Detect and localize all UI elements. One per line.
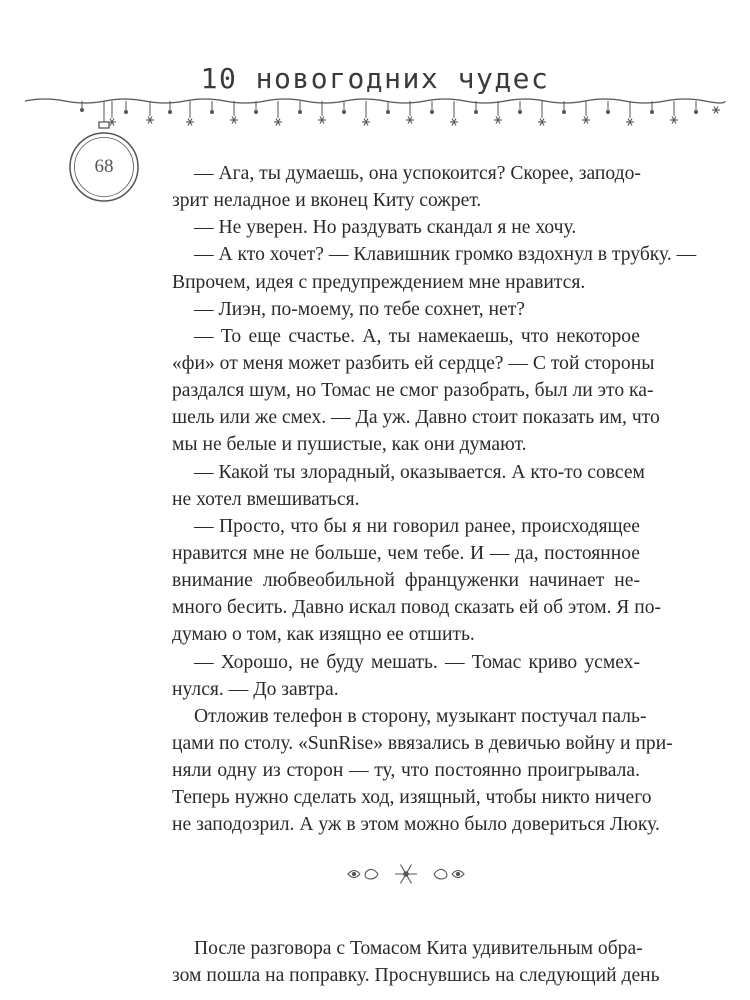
text-line: нулся. — До завтра. xyxy=(172,678,339,700)
text-line: После разговора с Томасом Кита удивительным обра- xyxy=(194,937,643,959)
text-line: внимание любвеобильной француженки начинает не- xyxy=(172,570,640,592)
text-line: раздался шум, но Томас не смог разобрать, был ли это ка- xyxy=(172,380,654,402)
text-line: шель или же смех. — Да уж. Давно стоит показать им, что xyxy=(172,407,660,429)
text-line: — А кто хочет? — Клавишник громко вздохнул в трубку. — xyxy=(194,244,697,266)
text-line: зрит неладное и вконец Киту сожрет. xyxy=(172,190,482,212)
text-line: — То еще счастье. А, ты намекаешь, что некоторое xyxy=(194,325,640,347)
running-header-title: 10 новогодних чудес xyxy=(200,62,550,95)
text-line: цами по столу. «SunRise» ввязались в девичью войну и при- xyxy=(172,732,673,754)
text-line: — Просто, что бы я ни говорил ранее, происходящее xyxy=(194,515,640,537)
text-line: — Хорошо, не буду мешать. — Томас криво усмех- xyxy=(194,651,640,673)
text-line: не хотел вмешиваться. xyxy=(172,488,360,510)
text-line: много бесить. Давно искал повод сказать ей об этом. Я по- xyxy=(172,597,662,619)
text-line: — Какой ты злорадный, оказывается. А кто-то совсем xyxy=(194,461,645,483)
page-number: 68 xyxy=(94,156,114,177)
text-line: Отложив телефон в сторону, музыкант постучал паль- xyxy=(194,705,647,727)
floral-divider-icon xyxy=(172,855,640,893)
text-line: «фи» от меня может разбить ей сердце? — С той стороны xyxy=(172,352,655,374)
text-line: — Лиэн, по-моему, по тебе сохнет, нет? xyxy=(194,298,525,320)
text-line: мы не белые и пушистые, как они думают. xyxy=(172,434,527,456)
text-line: не заподозрил. А уж в этом можно было довериться Люку. xyxy=(172,814,660,836)
text-line: Впрочем, идея с предупреждением мне нравится. xyxy=(172,271,586,293)
text-line: няли одну из сторон — ту, что постоянно проигрывала. xyxy=(172,760,640,782)
text-line: Теперь нужно сделать ход, изящный, чтобы никто ничего xyxy=(172,787,652,809)
text-line: — Ага, ты думаешь, она успокоится? Скорее, заподо- xyxy=(194,163,641,184)
text-line: думаю о том, как изящно ее отшить. xyxy=(172,624,475,646)
text-line: — Не уверен. Но раздувать скандал я не хочу. xyxy=(194,217,577,239)
text-line: нравится мне не больше, чем тебе. И — да, постоянное xyxy=(172,542,640,564)
body-text xyxy=(172,160,697,989)
text-line: зом пошла на поправку. Проснувшись на следующий день xyxy=(172,964,660,986)
